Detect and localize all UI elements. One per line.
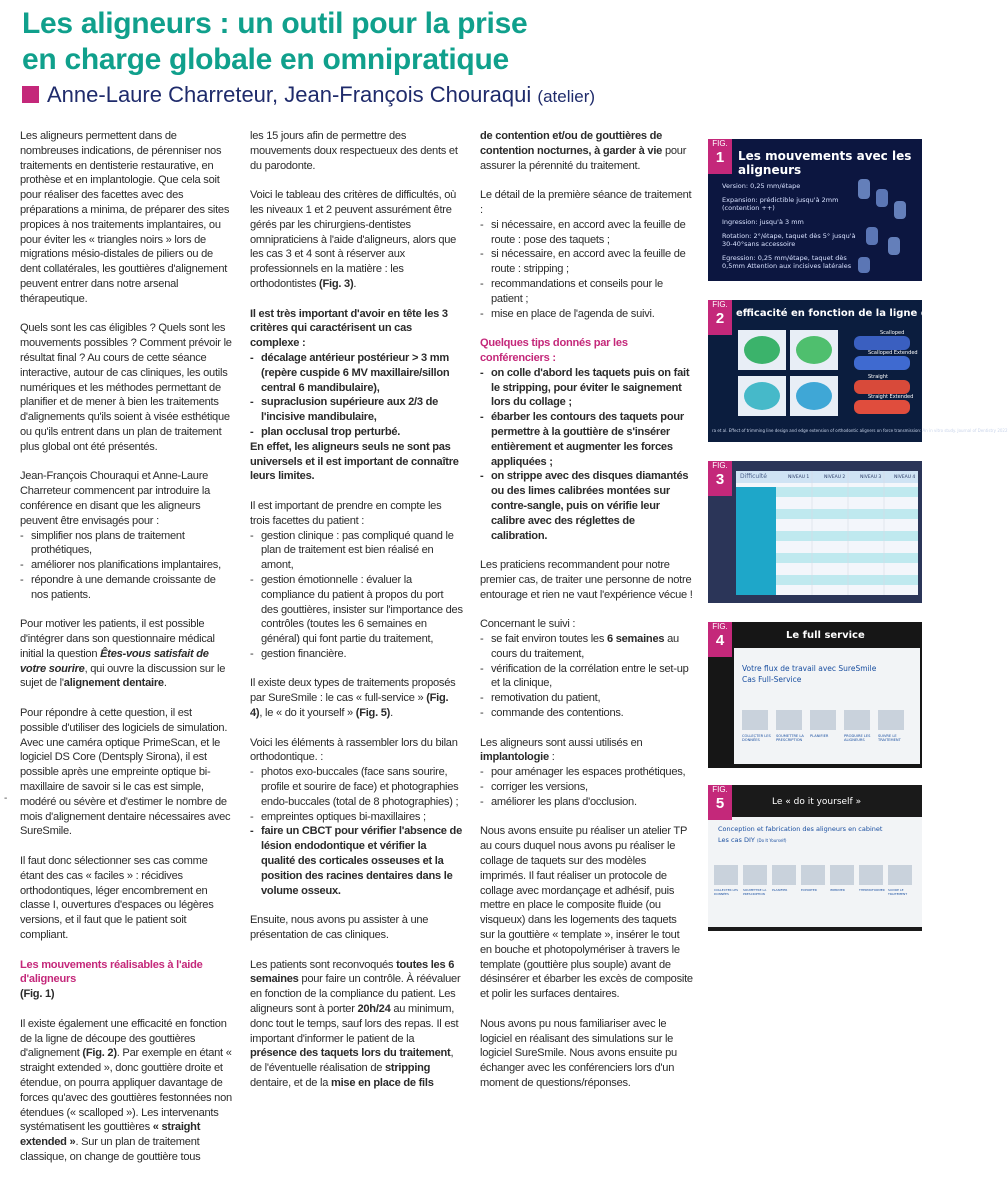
text: Il existe deux types de traitements proposés par SureSmile : le cas « full-service » <box>250 677 456 705</box>
text: Il existe également une efficacité en fonction de la ligne de découpe des gouttières d'alignement <box>20 1017 227 1060</box>
fig-number: 2 <box>715 310 725 327</box>
article-title <box>22 6 902 78</box>
slide-step: SUIVRE LE TRAITEMENT <box>878 734 901 743</box>
text: pour assurer la pérennité du traitement. <box>480 144 687 172</box>
fig-label: FIG. <box>712 785 728 794</box>
list-item: - corriger les versions, <box>480 780 693 795</box>
text: au minimum, donc tout le temps, sauf lors des repas. Il est important d'informer le patient de la <box>250 1003 459 1045</box>
fig-number: 3 <box>715 471 725 488</box>
figure-label: Straight Extended <box>868 394 914 400</box>
paragraph: Il est important de prendre en compte les trois facettes du patient : <box>250 499 442 527</box>
figure-row: Expansion: prédictible jusqu'à 2mm (contention ++) <box>722 196 839 212</box>
figure-tag <box>708 461 732 496</box>
column-3 <box>480 129 693 1106</box>
column-1 <box>20 129 233 1180</box>
figure-text <box>722 182 862 270</box>
list-item: - vérification de la corrélation entre le set-up et la clinique, <box>480 662 693 692</box>
fig-ref: (Fig. 1) <box>20 988 55 1001</box>
paragraph: Jean-François Chouraqui et Anne-Laure Charreteur commencent par introduire la conférence en disant que les aligneurs peuvent être envisagés pour : <box>20 470 211 527</box>
list <box>250 529 463 662</box>
figure-2 <box>708 300 1008 442</box>
list-item: - si nécessaire, en accord avec la feuille de route : stripping ; <box>480 247 693 277</box>
table-col: NIVEAU 1 <box>788 475 810 480</box>
list-item: - simplifier nos plans de traitement prothétiques, <box>20 529 233 559</box>
paragraph <box>20 617 233 691</box>
list-item: - photos exo-buccales (face sans sourire, profile et sourire de face) et photographies endo-buccales (total de 8 photographies) ; <box>250 765 463 809</box>
figure-tag <box>708 622 732 657</box>
title-line-2: en charge globale en omnipratique <box>22 43 509 76</box>
list <box>480 366 693 544</box>
table-col: NIVEAU 3 <box>860 475 882 480</box>
figure-row: Egression: 0,25 mm/étape, taquet dès 0,5mm Attention aux incisives latérales <box>722 254 852 270</box>
figure-tag <box>708 785 732 820</box>
slide-line <box>718 836 787 844</box>
list-item: - pour aménager les espaces prothétiques, <box>480 765 693 780</box>
list-item: - mise en place de l'agenda de suivi. <box>480 307 693 322</box>
text: . <box>390 707 393 720</box>
slide-line-note: (Do It Yourself) <box>756 838 787 843</box>
slide-line-text: Les cas DIY <box>718 836 755 844</box>
text: : <box>548 751 555 764</box>
list <box>20 529 233 603</box>
fig-label: FIG. <box>712 461 728 470</box>
section-heading <box>20 958 233 1002</box>
emphasis: 20h/24 <box>357 1003 391 1016</box>
list <box>250 351 463 440</box>
list-item: - ébarber les contours des taquets pour permettre à la gouttière de s'insérer entièrement et augmenter les forces appliquées ; <box>480 410 693 469</box>
paragraph <box>250 188 463 292</box>
fig-label: FIG. <box>712 622 728 631</box>
fig-ref: (Fig. 3) <box>319 277 354 290</box>
table-col: NIVEAU 2 <box>824 475 846 480</box>
slide-step: IMPRIMER <box>830 888 845 892</box>
text: Les patients sont reconvoqués <box>250 958 397 971</box>
figure-title: Les mouvements avec les aligneurs <box>738 149 912 177</box>
text: Les aligneurs sont aussi utilisés en <box>480 736 643 749</box>
paragraph: Concernant le suivi : <box>480 618 576 631</box>
figure-row: Rotation: 2°/étape, taquet dès 5° jusqu'à 30-40°sans accessoire <box>722 232 856 248</box>
paragraph: Pour répondre à cette question, il est possible d'utiliser des logiciels de simulation. Avec une caméra optique PrimeScan, et le logiciel DS Core (Dentsply Sirona), il est possible après une empreinte optique bi-maxillaire de savoir si le cas est simple, modéré ou sévère et d'estimer le nombre de mois d'alignement dentaire nécessaires avec SureSmile. <box>20 707 231 838</box>
list-item: - gestion clinique : pas compliqué quand le plan de traitement est bien réalisé en amont, <box>250 529 463 573</box>
trimming-line-heatmaps <box>708 300 1008 442</box>
slide-step: COLLECTER LES DONNÉES <box>742 734 771 743</box>
text: , le « do it yourself » <box>259 707 356 720</box>
figure-label: Scalloped Extended <box>868 350 918 356</box>
figure-tag <box>708 139 732 174</box>
list-item: - empreintes optiques bi-maxillaires ; <box>250 810 463 825</box>
fig-ref: (Fig. 5) <box>355 707 391 720</box>
slide-banner: Le full service <box>786 630 865 641</box>
list <box>480 765 693 809</box>
authors-line <box>22 80 902 112</box>
paragraph: Quels sont les cas éligibles ? Quels sont les mouvements possibles ? Comment prévoir le résultat final ? Au cours de cette séance interactive, autour de cas cliniques, les outils numériques et les méthodes permettant de planifier et de mener à bien les traitements d'alignements qu'ils soient à visée esthétique ou qu'ils entrent dans un plan de traitement plus global ont été présentés. <box>20 322 232 453</box>
slide-step: SUIVRE LE TRAITEMENT <box>888 888 908 896</box>
text: pour faire un contrôle. À réévaluer en fonction de la compliance du patient. Les aligneurs sont à porter <box>250 973 461 1016</box>
fig-label: FIG. <box>712 139 728 148</box>
list-item: - plan occlusal trop perturbé. <box>250 425 463 440</box>
paragraph: Le détail de la première séance de traitement : <box>480 189 692 216</box>
paragraph <box>480 129 693 173</box>
paragraph: Il est très important d'avoir en tête les 3 critères qui caractérisent un cas complexe : <box>250 307 448 350</box>
emphasis: stripping <box>385 1062 431 1075</box>
text: , de l'éventuelle réalisation de <box>250 1047 454 1075</box>
fig-ref: (Fig. 2) <box>82 1047 117 1060</box>
table-header: Difficulté <box>740 473 767 480</box>
list <box>250 765 463 898</box>
list <box>480 632 693 721</box>
text: . Sur un plan de traitement classique, on change de gouttière tous <box>20 1136 201 1163</box>
figure-label: Straight <box>868 374 888 380</box>
figure-label: Scalloped <box>880 330 905 336</box>
paragraph <box>250 676 463 720</box>
slide-line: Votre flux de travail avec SureSmile <box>742 664 877 673</box>
paragraph: Voici les éléments à rassembler lors du bilan orthodontique. : <box>250 736 458 764</box>
table-col: NIVEAU 4 <box>894 475 916 480</box>
slide-step: PLANIFIER <box>772 888 788 892</box>
text: . <box>353 277 357 290</box>
emphasis: de contention et/ou de gouttières de contention nocturnes, à garder à vie <box>480 130 663 157</box>
paragraph: Les praticiens recommandent pour notre premier cas, de traiter une personne de notre entourage et rien ne vaut l'expérience vécue ! <box>480 559 693 601</box>
emphasis: 6 semaines <box>606 633 665 646</box>
emphasis: mise en place de fils <box>330 1077 434 1089</box>
slide-line: Cas Full-Service <box>742 675 802 684</box>
full-service-slide <box>708 622 922 768</box>
emphasis: alignement dentaire <box>63 677 164 690</box>
list-item: - gestion financière. <box>250 647 463 662</box>
tips-heading: Quelques tips donnés par les conférenciers : <box>480 337 628 364</box>
slide-banner: Le « do it yourself » <box>772 797 862 807</box>
list-item: - on colle d'abord les taquets puis on fait le stripping, pour éviter le saignement lors du collage ; <box>480 366 693 410</box>
list-item: - supraclusion supérieure aux 2/3 de l'incisive mandibulaire, <box>250 395 463 425</box>
paragraph: les 15 jours afin de permettre des mouvements doux respectueux des dents et du parodonte. <box>250 130 458 172</box>
paragraph: Les aligneurs permettent dans de nombreuses indications, de pérenniser nos traitements en dentisterie restaurative, en prothèse et en implantologie. Que cela soit pour réaliser des facettes avec des préparations a minima, de préparer des sites propices à nos traitements implantaires, ou pour éviter les « triangles noirs » lors de migrations mésio-distales de piliers ou de dent collatérales, les gouttières d'alignement peuvent entrer dans notre arsenal thérapeutique. <box>20 130 230 305</box>
text: Voici le tableau des critères de difficultés, où les niveaux 1 et 2 peuvent assurément être gérés par les chirurgiens-dentistes omnipraticiens à l'aide d'aligneurs, alors que les cas 3 et 4 sont à réserver aux professionnels en la matière : les orthodontistes <box>250 189 457 290</box>
text: Pour motiver les patients, il est possible d'intégrer dans son questionnaire médical initial la question <box>20 618 215 660</box>
emphasis: toutes les 6 semaines <box>250 958 455 986</box>
slide-step: THERMOFORMER <box>859 888 885 892</box>
heading-text: Les mouvements réalisables à l'aide d'aligneurs <box>20 958 203 986</box>
figure-row: Version: 0,25 mm/étape <box>722 182 801 190</box>
slide-step: COLLECTER LES DONNÉES <box>714 888 739 896</box>
list-item: - répondre à une demande croissante de nos patients. <box>20 573 233 603</box>
emphasis: présence des taquets lors du traitement <box>250 1047 451 1060</box>
paragraph: Ensuite, nous avons pu assister à une présentation de cas cliniques. <box>250 914 429 942</box>
list-item <box>480 632 693 662</box>
list-item: - gestion émotionnelle : évaluer la compliance du patient à propos du port des gouttières, insister sur l'importance des contrôles (toutes les 6 semaines en général) qui font partie du traitement, <box>250 573 463 647</box>
list-item: - remotivation du patient, <box>480 691 693 706</box>
list-item: - faire un CBCT pour vérifier l'absence de lésion endodontique et vérifier la qualité des corticales osseuses et la position des racines dentaires dans le volume osseux. <box>250 824 463 898</box>
paragraph <box>250 958 463 1091</box>
figure-1 <box>708 139 922 281</box>
list-item: - recommandations et conseils pour le patient ; <box>480 277 693 307</box>
slide-step: EXPORTER <box>801 888 817 892</box>
slide-step: SOUMETTRE LA PRESCRIPTION <box>743 888 767 896</box>
paragraph <box>480 736 693 766</box>
list <box>480 218 693 322</box>
slide-line: Conception et fabrication des aligneurs en cabinet <box>718 825 883 833</box>
text: au cours du traitement, <box>491 633 679 660</box>
column-2 <box>250 129 463 1106</box>
list-item: - améliorer nos planifications implantaires, <box>20 558 233 573</box>
paragraph: Nous avons pu nous familiariser avec le logiciel en réalisant des simulations sur le logiciel SureSmile. Nous avons ensuite pu échanger avec les conférenciers lors d'un moment de questions/réponses. <box>480 1017 677 1089</box>
slide-step: PRODUIRE LES ALIGNEURS <box>844 734 871 743</box>
emphasis: implantologie <box>480 751 549 764</box>
fig-number: 4 <box>715 632 725 649</box>
difficulty-table <box>708 461 922 603</box>
list-item: - commande des contentions. <box>480 706 693 721</box>
figure-3 <box>708 461 922 603</box>
figure-caption: ra et al. Effect of trimming line design and edge extension of orthodontic aligners on force transmission: An in vitro study. Journal of Dentistry 2022 <box>712 428 1008 433</box>
figure-title: efficacité en fonction de la ligne de découpe <box>736 308 987 319</box>
atelier-label: (atelier) <box>537 87 596 106</box>
figure-tag <box>708 300 732 335</box>
text: , qui ouvre la discussion sur le sujet de l' <box>20 662 226 690</box>
paragraph: En effet, les aligneurs seuls ne sont pas universels et il est important de connaître leurs limites. <box>250 440 459 483</box>
magenta-square-icon <box>22 86 39 103</box>
emphasis: « straight extended » <box>20 1121 201 1149</box>
paragraph: Nous avons ensuite pu réaliser un atelier TP au cours duquel nous avons pu réaliser le collage de taquets sur des modèles imprimés. Il faut réaliser un protocole de collage avec mordançage et adhésif, puis mettre en place le composite fluide (ou visqueux) dans les logements des taquets sur la gouttière « template », insérer le tout en bouche et photopolymériser à travers le template (gouttière plus souple) avant de désinsérer et ébarber les excès de composite et polir les surfaces dentaires. <box>480 825 693 1001</box>
text: se fait environ toutes les <box>491 633 607 646</box>
figure-4 <box>708 622 922 768</box>
title-line-1: Les aligneurs : un outil pour la prise <box>22 7 528 40</box>
fig-number: 1 <box>715 149 725 166</box>
paragraph <box>20 1017 233 1165</box>
figure-5 <box>708 785 922 931</box>
text: dentaire, et de la <box>250 1077 331 1089</box>
emphasis: Êtes-vous satisfait de votre sourire <box>20 647 209 675</box>
list-item: - on strippe avec des disques diamantés ou des limes calibrées montées sur contre-sangle, puis on vérifie leur calibre avec des réglettes de calibration. <box>480 469 693 543</box>
text: . <box>163 677 167 690</box>
list-item: - si nécessaire, en accord avec la feuille de route : pose des taquets ; <box>480 218 693 248</box>
authors: Anne-Laure Charreteur, Jean-François Chouraqui <box>47 82 532 107</box>
list-item: - décalage antérieur postérieur > 3 mm (repère cuspide 6 MV maxillaire/sillon central 6 mandibulaire), <box>250 351 463 395</box>
text: . Par exemple en étant « straight extended », donc gouttière droite et étendue, on pourra appliquer davantage de forces qu'avec des gouttières festonnées non étendues (« scalloped »). Les intervenants systématisent les gouttières <box>20 1047 232 1134</box>
fig-label: FIG. <box>712 300 728 309</box>
paragraph: Il faut donc sélectionner ses cas comme étant des cas « faciles » : récidives orthodontiques, léger encombrement en classe I, ouvertures d'espaces ou légères versions, et il faut que le patient soit compliant. <box>20 855 214 942</box>
margin-mark: - <box>4 793 8 804</box>
fig-ref: (Fig. 4) <box>250 692 449 720</box>
slide-step: SOUMETTRE LA PRESCRIPTION <box>776 734 804 743</box>
slide-step: PLANIFIER <box>810 734 829 738</box>
fig-number: 5 <box>715 795 725 812</box>
list-item: - améliorer les plans d'occlusion. <box>480 795 693 810</box>
figure-row: Ingression: jusqu'à 3 mm <box>722 218 804 226</box>
